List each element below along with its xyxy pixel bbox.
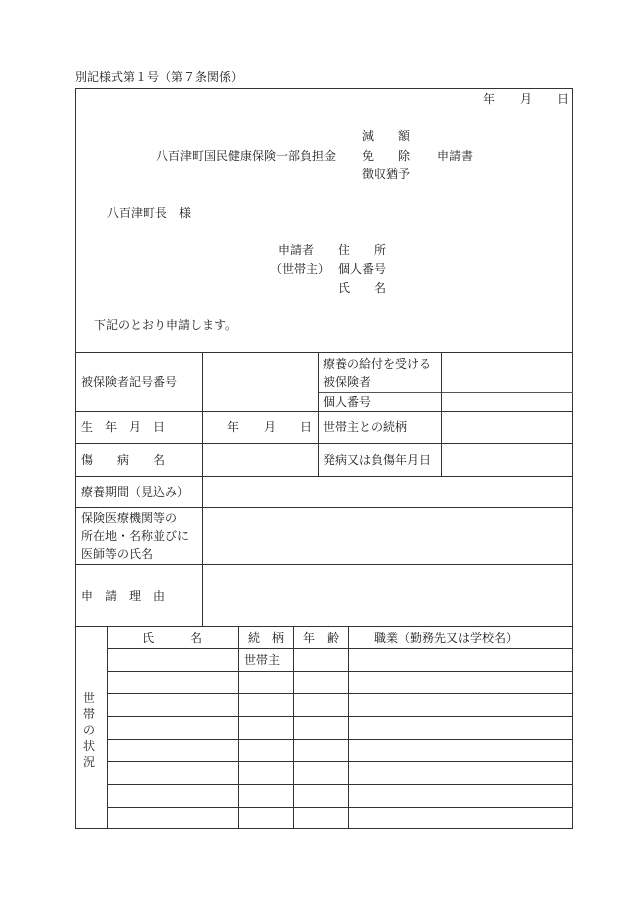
applicant-label-sub: （世帯主）: [270, 262, 331, 276]
applicant-address-field[interactable]: [392, 240, 567, 258]
household-row-line: [107, 648, 573, 649]
household-col-divider: [348, 626, 349, 829]
reason-field[interactable]: [203, 565, 573, 626]
addressee: 八百津町長 様: [107, 206, 192, 220]
title-prefix: 八百津町国民健康保険一部負担金: [156, 149, 337, 163]
onset-field[interactable]: [442, 444, 573, 476]
form-number: 別記様式第１号（第７条関係）: [75, 70, 244, 84]
title-option-exemption: 免 除: [362, 149, 411, 163]
birthdate-label: 生 年 月 日: [81, 420, 166, 434]
insured-number-label: 被保険者記号番号: [81, 375, 178, 389]
household-col-name: 氏 名: [142, 631, 203, 645]
mid-column-divider: [318, 352, 319, 476]
applicant-mynumber-label: 個人番号: [338, 262, 387, 276]
relation-field[interactable]: [442, 412, 573, 443]
illness-field[interactable]: [203, 444, 318, 476]
statement: 下記のとおり申請します。: [94, 318, 238, 332]
period-label: 療養期間（見込み）: [81, 485, 190, 499]
household-side-label: 世帯の状況: [82, 691, 95, 769]
birthdate-day-label: 日: [300, 420, 313, 434]
applicant-mynumber-field[interactable]: [392, 259, 567, 277]
row-line: [75, 626, 573, 627]
title-suffix: 申請書: [437, 149, 474, 163]
household-row-line: [107, 693, 573, 694]
title-option-reduction: 減 額: [362, 129, 411, 143]
insured-number-field[interactable]: [203, 353, 318, 411]
household-row-line: [107, 807, 573, 808]
recipient-label-line1: 療養の給付を受ける: [323, 357, 432, 371]
relation-label: 世帯主との続柄: [323, 420, 408, 434]
applicant-name-label: 氏 名: [338, 281, 387, 295]
household-row-line: [107, 716, 573, 717]
recipient-label-line2: 被保険者: [323, 375, 372, 389]
date-year-label: 年: [483, 92, 496, 106]
recipient-mynumber-field[interactable]: [442, 393, 573, 411]
household-col-age: 年 齢: [303, 631, 340, 645]
date-day-label: 日: [557, 92, 570, 106]
period-field[interactable]: [203, 477, 573, 507]
illness-label: 傷 病 名: [81, 453, 166, 467]
applicant-address-label: 住 所: [338, 243, 387, 257]
onset-label: 発病又は負傷年月日: [323, 453, 432, 467]
household-row-line: [107, 761, 573, 762]
hospital-field[interactable]: [203, 508, 573, 564]
household-row-line: [107, 784, 573, 785]
recipient-mynumber-label: 個人番号: [323, 395, 372, 409]
title-option-deferral: 徴収猶予: [362, 167, 411, 181]
hospital-label-line3: 医師等の氏名: [81, 547, 154, 561]
birthdate-year-label: 年: [227, 420, 240, 434]
household-col-relation: 続 柄: [248, 631, 285, 645]
household-side-divider: [107, 626, 108, 829]
date-month-label: 月: [520, 92, 533, 106]
household-col-divider: [293, 626, 294, 829]
birthdate-month-label: 月: [264, 420, 277, 434]
household-row-line: [107, 671, 573, 672]
applicant-label: 申請者: [278, 243, 315, 257]
applicant-name-field[interactable]: [392, 278, 567, 296]
household-row-line: [107, 739, 573, 740]
household-col-occupation: 職業（勤務先又は学校名）: [374, 631, 519, 645]
recipient-name-field[interactable]: [442, 353, 573, 392]
hospital-label-line2: 所在地・名称並びに: [81, 529, 190, 543]
household-col-divider: [238, 626, 239, 829]
household-first-row-relation: 世帯主: [244, 653, 281, 667]
reason-label: 申 請 理 由: [81, 589, 166, 603]
hospital-label-line1: 保険医療機関等の: [81, 511, 178, 525]
